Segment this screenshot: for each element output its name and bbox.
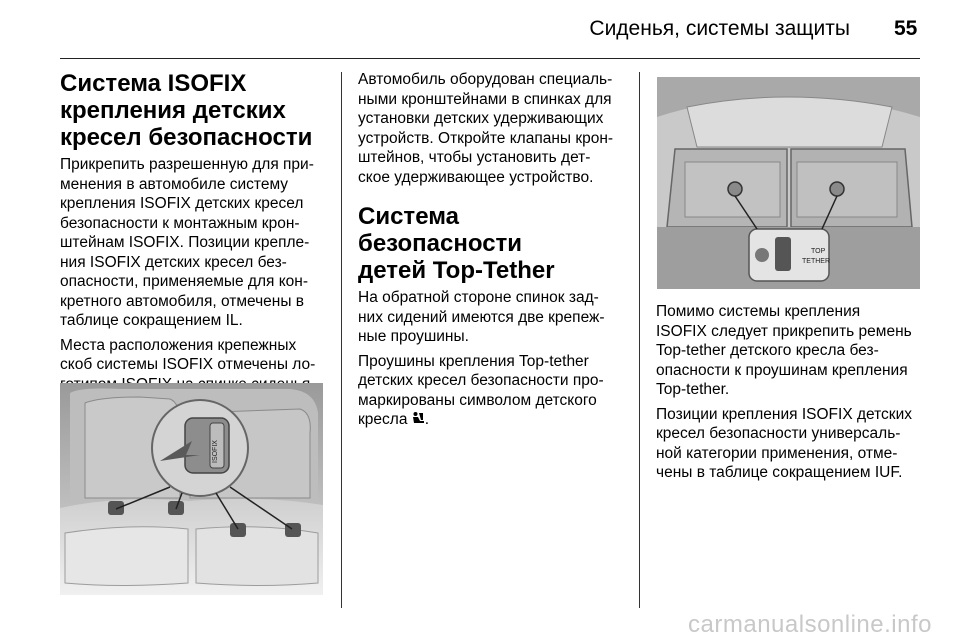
child-seat-icon [412, 410, 425, 430]
isofix-paragraph: Прикрепить разрешенную для при- менения в автомобиле систему крепления ISOFIX детских кресел безопасности к монтажным крон- штейнам ISOFIX. Позиции крепле- ния ISOFIX детских кресел без- опасности, применяемые для кон- кретного автомобиля, отмечены в таблице сокращением IL. [60, 156, 314, 329]
brackets-paragraph: Автомобиль оборудован специаль- ными кронштейнами в спинках для установки детских удерживающих устройств. Откройте клапаны крон- штейнов, чтобы установить дет- ское удерживающее устройство. [358, 71, 614, 186]
isofix-seat-drawing [60, 383, 323, 595]
left-column [60, 70, 330, 399]
page-header-title: Сиденья, системы защиты [589, 17, 850, 40]
top-tether-drawing [657, 77, 920, 289]
tether-attach-paragraph: Помимо системы крепления ISOFIX следует прикрепить ремень Top-tether детского кресла без- опасности к проушинам крепления Top-tether. [656, 303, 912, 398]
column-divider-right [639, 72, 640, 608]
top-tether-section-heading: Система безопасности детей Top-Tether [358, 203, 555, 284]
watermark: carmanualsonline.info [688, 611, 932, 638]
svg-text:TOP: TOP [811, 248, 826, 255]
page-number: 55 [894, 17, 918, 40]
right-column [656, 302, 928, 488]
isofix-section-heading: Система ISOFIX крепления детских кресел безопасности [60, 70, 313, 151]
iuf-paragraph: Позиции крепления ISOFIX детских кресел безопасности универсаль- ной категории применения, отме- чены в таблице сокращением IUF. [656, 405, 912, 481]
isofix-location-paragraph: Места расположения крепежных скоб системы ISOFIX отмечены ло- [60, 336, 316, 373]
middle-column [358, 70, 626, 435]
header-divider [60, 58, 920, 59]
svg-text:ISOFIX: ISOFIX [212, 440, 219, 463]
tether-marking-paragraph: Проушины крепления Top-tether детских кресел безопасности про- маркированы символом детского кресла . [358, 352, 604, 428]
svg-text:TETHER: TETHER [802, 258, 830, 265]
top-tether-trunk-illustration [657, 77, 920, 289]
isofix-seat-illustration [60, 383, 323, 595]
column-divider-left [341, 72, 342, 608]
tether-eyelets-paragraph: На обратной стороне спинок зад- них сидений имеются две крепеж- ные проушины. [358, 289, 605, 345]
